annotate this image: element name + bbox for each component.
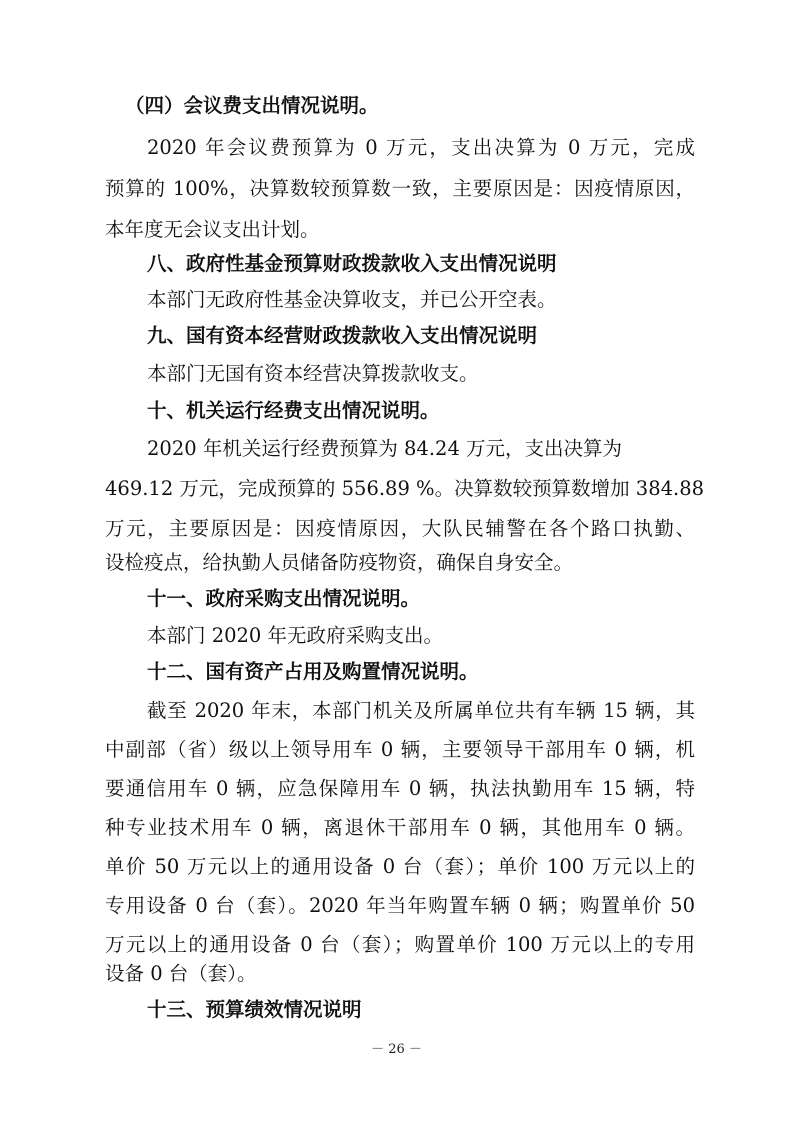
paragraph-line: 设检疫点，给执勤人员储备防疫物资，确保自身安全。: [105, 551, 574, 574]
paragraph-line: 万元以上的通用设备 0 台（套）；购置单价 100 万元以上的专用: [105, 933, 695, 956]
paragraph-line: 469.12 万元，完成预算的 556.89 %。决算数较预算数增加 384.88: [105, 477, 705, 500]
paragraph-line: 单价 50 万元以上的通用设备 0 台（套）；单价 100 万元以上的: [105, 855, 695, 878]
paragraph-line: 本部门无国有资本经营决算拨款收支。: [147, 362, 479, 385]
paragraph-line: 预算的 100%，决算数较预算数一致，主要原因是：因疫情原因，: [105, 177, 695, 200]
paragraph-line: 截至 2020 年末，本部门机关及所属单位共有车辆 15 辆，其: [147, 699, 695, 722]
section-heading-performance: 十三、预算绩效情况说明: [147, 998, 362, 1021]
paragraph-line: 2020 年会议费预算为 0 万元，支出决算为 0 万元，完成: [147, 136, 695, 159]
section-heading-gov-fund: 八、政府性基金预算财政拨款收入支出情况说明: [147, 252, 557, 275]
paragraph-line: 要通信用车 0 辆，应急保障用车 0 辆，执法执勤用车 15 辆，特: [105, 777, 695, 800]
paragraph-line: 专用设备 0 台（套）。2020 年当年购置车辆 0 辆；购置单价 50: [105, 894, 695, 917]
page-number: － 26 －: [371, 1042, 422, 1057]
paragraph-line: 设备 0 台（套）。: [105, 962, 257, 985]
section-heading-meeting: （四）会议费支出情况说明。: [125, 94, 379, 117]
paragraph-line: 本年度无会议支出计划。: [105, 218, 320, 241]
paragraph-line: 种专业技术用车 0 辆，离退休干部用车 0 辆，其他用车 0 辆。: [105, 816, 695, 839]
paragraph-line: 2020 年机关运行经费预算为 84.24 万元，支出决算为: [147, 437, 623, 460]
section-heading-assets: 十二、国有资产占用及购置情况说明。: [147, 660, 479, 683]
section-heading-procurement: 十一、政府采购支出情况说明。: [147, 587, 421, 610]
section-heading-state-capital: 九、国有资本经营财政拨款收入支出情况说明: [147, 324, 538, 347]
paragraph-line: 本部门无政府性基金决算收支，并已公开空表。: [147, 288, 557, 311]
paragraph-line: 本部门 2020 年无政府采购支出。: [147, 624, 444, 647]
paragraph-line: 万元，主要原因是：因疫情原因，大队民辅警在各个路口执勤、: [105, 517, 695, 540]
section-heading-operating: 十、机关运行经费支出情况说明。: [147, 399, 440, 422]
paragraph-line: 中副部（省）级以上领导用车 0 辆，主要领导干部用车 0 辆，机: [105, 738, 695, 761]
